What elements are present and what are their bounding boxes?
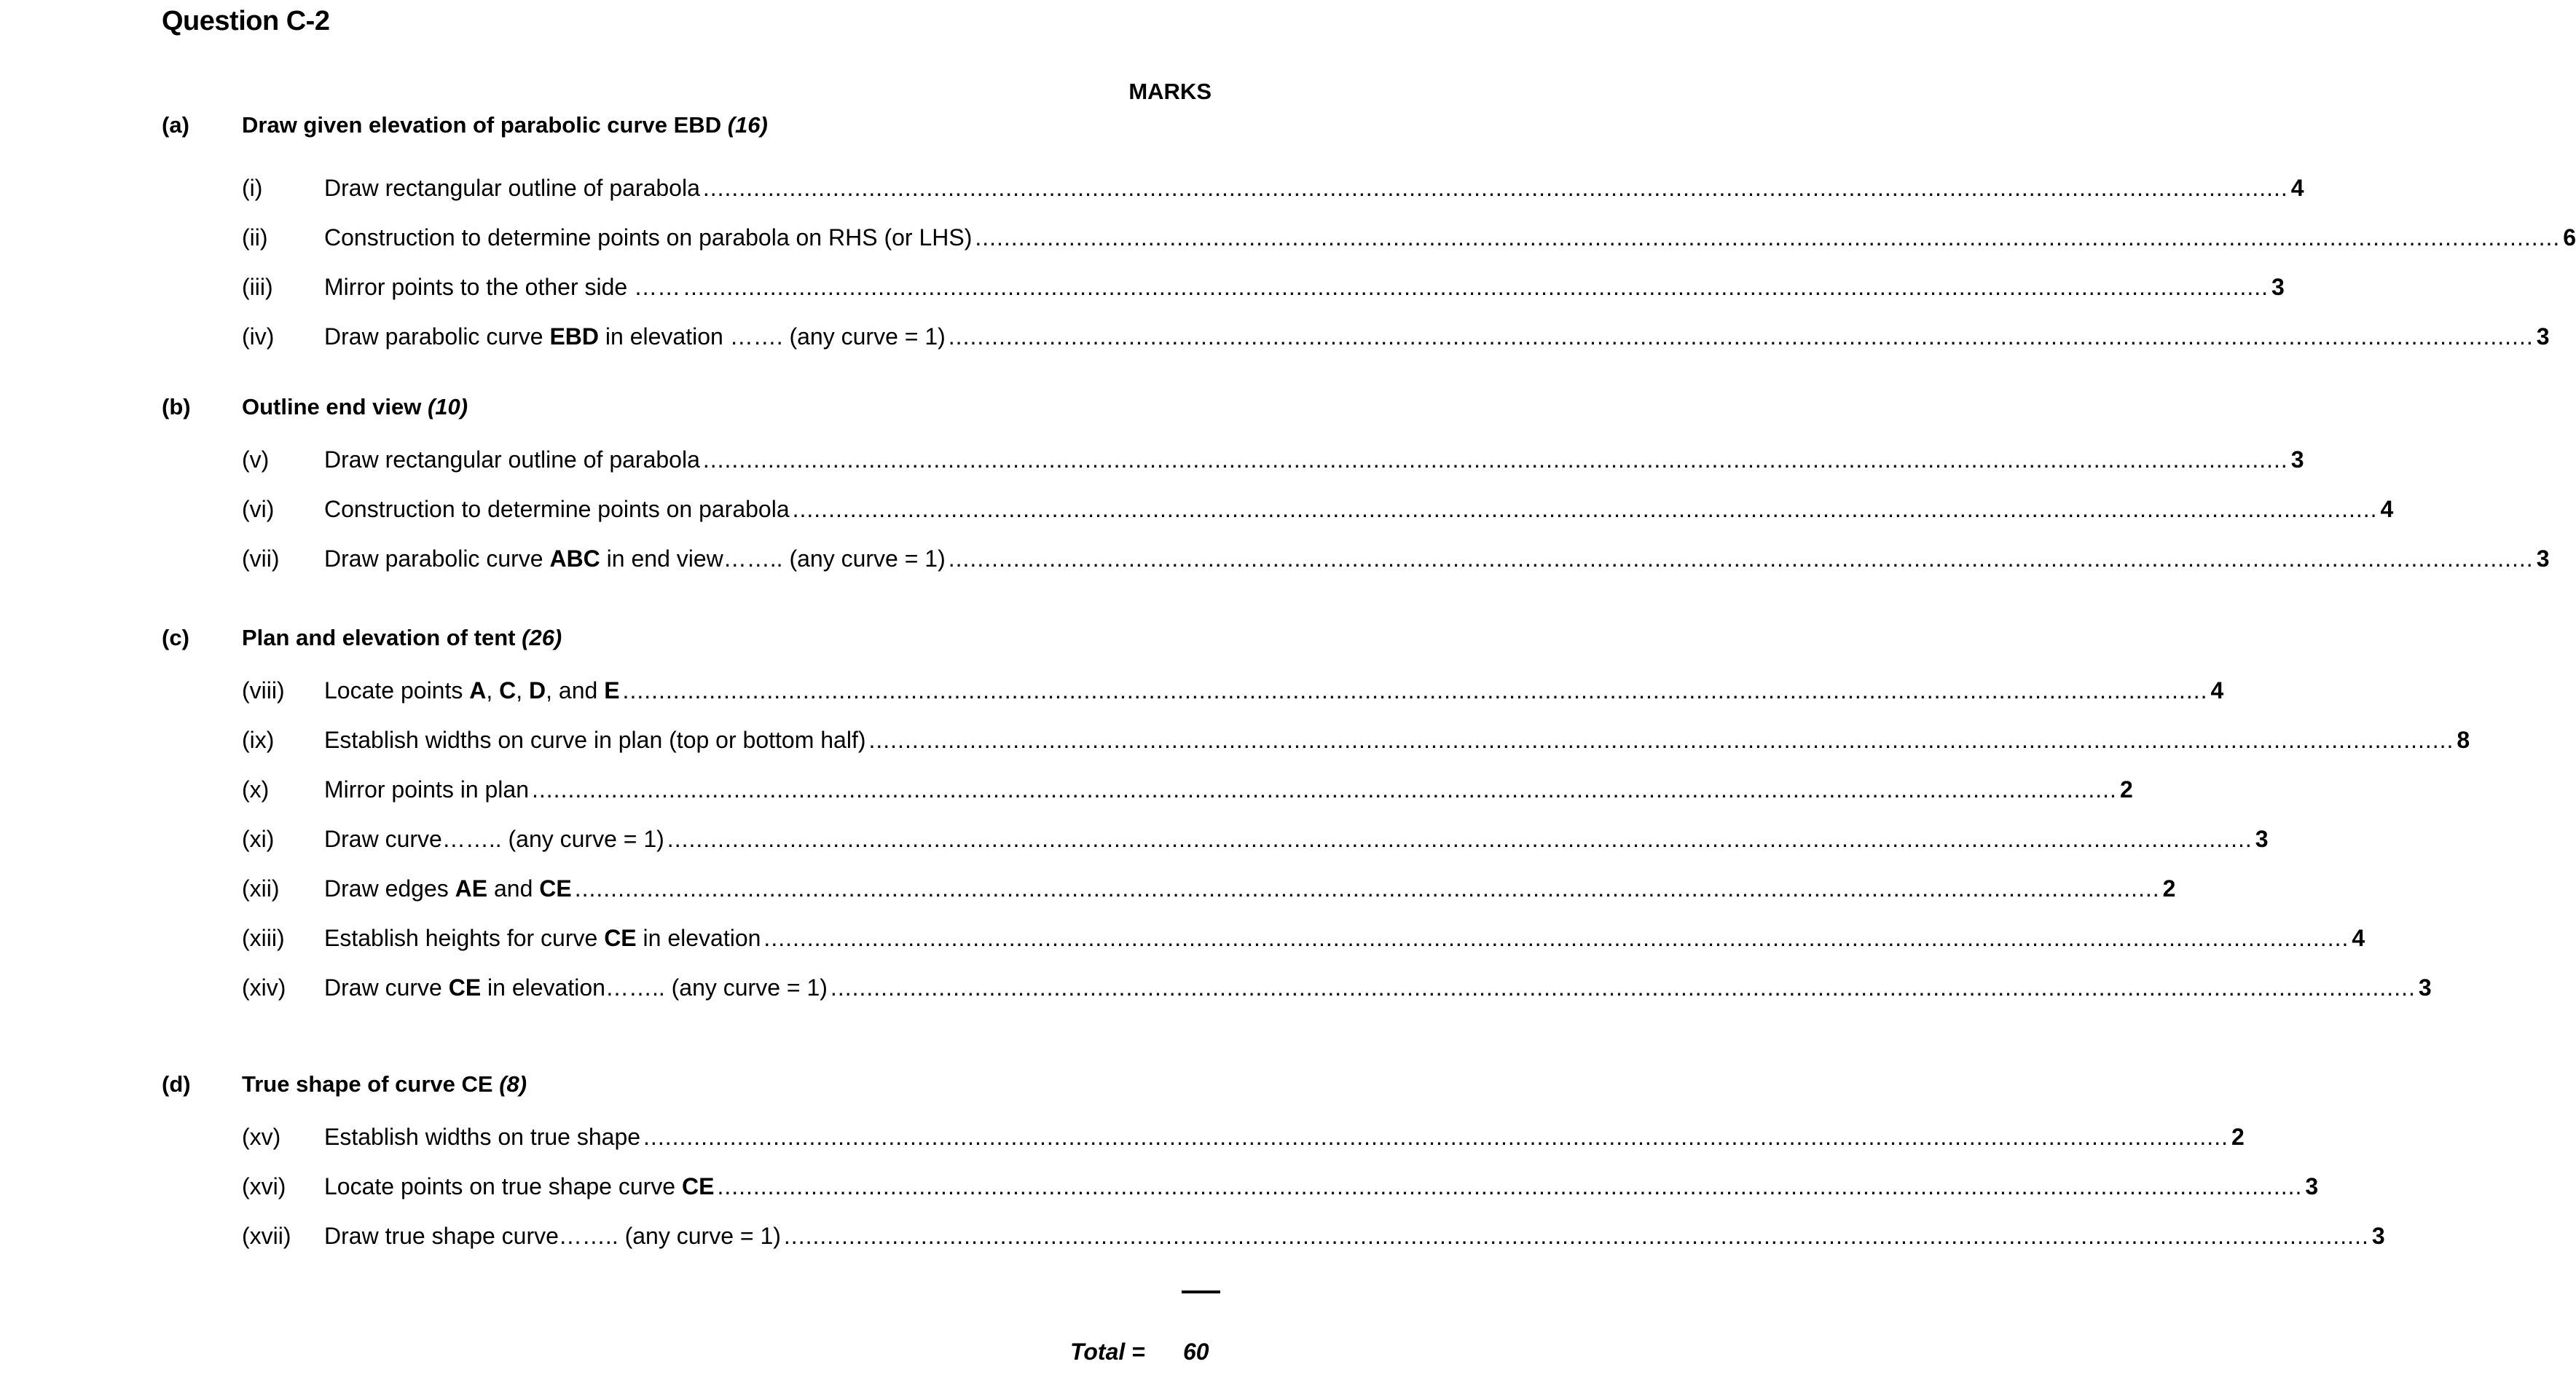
criterion-text: Establish heights for curve (324, 925, 605, 951)
criterion-number: (viii) (242, 677, 285, 704)
criterion-description (324, 271, 680, 303)
marks-column-header: MARKS (1128, 79, 1212, 104)
dot-leader: ............................................................................................................................................................................................................................ (975, 224, 2561, 251)
criterion-line (324, 493, 2394, 525)
criterion-description (324, 221, 972, 253)
criterion-mark: 3 (2418, 974, 2432, 1001)
criterion-text: Mirror points in plan (324, 776, 529, 803)
section-letter: (b) (162, 394, 191, 419)
criterion-mark: 6 (2563, 224, 2576, 251)
criterion-row (242, 972, 2432, 1004)
criterion-number: (vi) (242, 496, 275, 522)
criterion-text: Locate points on true shape curve (324, 1173, 682, 1199)
criterion-number: (iv) (242, 323, 275, 350)
criterion-line (324, 1121, 2245, 1153)
section-title: Outline end view (242, 394, 422, 419)
criterion-text: and (487, 875, 540, 902)
criterion-line (324, 543, 2550, 575)
criterion-description (324, 320, 946, 352)
section-a-heading (162, 112, 768, 138)
criterion-row (242, 674, 2224, 706)
criterion-number: (x) (242, 776, 270, 803)
criterion-text: , (486, 677, 500, 704)
criterion-mark: 4 (2380, 496, 2394, 522)
criterion-mark: 2 (2119, 776, 2133, 803)
criterion-line (324, 271, 2285, 303)
criterion-number: (xi) (242, 826, 275, 852)
criterion-row (242, 1170, 2319, 1202)
criterion-text: Draw rectangular outline of parabola (324, 175, 700, 201)
criterion-line (324, 320, 2550, 352)
section-points: (16) (727, 112, 768, 138)
criterion-number: (v) (242, 446, 270, 473)
criterion-text: Establish widths on curve in plan (top or bottom half) (324, 727, 866, 753)
criterion-mark: 3 (2536, 323, 2550, 350)
criterion-label-bold: CE (539, 875, 572, 902)
criterion-label-bold: E (604, 677, 620, 704)
criterion-description (324, 972, 828, 1004)
criterion-line (324, 724, 2470, 756)
dot-leader: ............................................................................................................................................................................................................................ (667, 826, 2253, 852)
criterion-row (242, 922, 2365, 954)
criterion-mark: 2 (2231, 1124, 2245, 1150)
criterion-text: Mirror points to the other side …… (324, 274, 681, 300)
section-title: Draw given elevation of parabolic curve EBD (242, 112, 722, 138)
criterion-number: (xiii) (242, 925, 285, 951)
section-letter: (c) (162, 625, 189, 650)
criterion-line (324, 972, 2432, 1004)
criterion-text: in end view…….. (any curve = 1) (600, 545, 946, 572)
criterion-number: (xvii) (242, 1223, 291, 1249)
criterion-line (324, 1170, 2319, 1202)
criterion-number: (xiv) (242, 974, 286, 1001)
criterion-line (324, 872, 2176, 905)
criterion-description (324, 172, 700, 204)
criterion-row (242, 493, 2394, 525)
criterion-description (324, 823, 664, 855)
criterion-label-bold: CE (604, 925, 637, 951)
criterion-label-bold: CE (681, 1173, 715, 1199)
criterion-mark: 3 (2305, 1173, 2319, 1199)
criterion-mark: 3 (2255, 826, 2269, 852)
criterion-row (242, 221, 2576, 253)
criterion-row (242, 773, 2133, 805)
criterion-text: Draw rectangular outline of parabola (324, 446, 700, 473)
dot-leader: ............................................................................................................................................................................................................................ (643, 1124, 2229, 1150)
criterion-text: Construction to determine points on parabola on RHS (or LHS) (324, 224, 973, 251)
criterion-mark: 4 (2352, 925, 2365, 951)
dot-leader: ............................................................................................................................................................................................................................ (792, 496, 2378, 522)
criterion-label-bold: D (529, 677, 546, 704)
criterion-number: (ix) (242, 727, 275, 753)
dot-leader: ............................................................................................................................................................................................................................ (783, 1223, 2369, 1249)
criterion-text: Draw parabolic curve (324, 323, 550, 350)
criterion-row (242, 444, 2304, 476)
criterion-mark: 8 (2457, 727, 2470, 753)
criterion-text: in elevation…….. (any curve = 1) (481, 974, 828, 1001)
question-title: Question C-2 (162, 6, 330, 36)
criterion-row (242, 543, 2550, 575)
dot-leader: ............................................................................................................................................................................................................................ (532, 776, 2117, 803)
dot-leader: ............................................................................................................................................................................................................................ (683, 274, 2269, 300)
criterion-description (324, 444, 700, 476)
criterion-description (324, 1121, 640, 1153)
criterion-text: Locate points (324, 677, 470, 704)
criterion-text: , and (546, 677, 605, 704)
criterion-mark: 3 (2271, 274, 2285, 300)
total-label: Total = (1070, 1339, 1145, 1365)
criterion-text: Draw edges (324, 875, 455, 902)
dot-leader: ............................................................................................................................................................................................................................ (702, 175, 2288, 201)
section-points: (10) (427, 394, 468, 419)
criterion-row (242, 872, 2176, 905)
section-b-heading (162, 394, 468, 420)
criterion-label-bold: A (469, 677, 487, 704)
criterion-row (242, 1121, 2245, 1153)
criterion-description (324, 1170, 714, 1202)
criterion-text: Construction to determine points on parabola (324, 496, 790, 522)
criterion-number: (xvi) (242, 1173, 286, 1199)
criterion-description (324, 1220, 781, 1252)
criterion-line (324, 1220, 2385, 1252)
criterion-text: in elevation (636, 925, 761, 951)
criterion-row (242, 1220, 2385, 1252)
dot-leader: ............................................................................................................................................................................................................................ (622, 677, 2208, 704)
criterion-row (242, 271, 2285, 303)
total-value: 60 (1183, 1339, 1209, 1365)
criterion-description (324, 922, 761, 954)
criterion-mark: 3 (2536, 545, 2550, 572)
criterion-label-bold: EBD (549, 323, 600, 350)
section-points: (26) (522, 625, 562, 650)
section-letter: (d) (162, 1071, 191, 1097)
section-title: True shape of curve CE (242, 1071, 493, 1097)
criterion-number: (xii) (242, 875, 280, 902)
criterion-description (324, 543, 946, 575)
criterion-label-bold: AE (455, 875, 488, 902)
criterion-line (324, 444, 2304, 476)
section-points: (8) (499, 1071, 527, 1097)
criterion-mark: 3 (2290, 446, 2304, 473)
dot-leader: ............................................................................................................................................................................................................................ (830, 974, 2416, 1001)
criterion-description (324, 724, 865, 756)
criterion-row (242, 724, 2470, 756)
section-letter: (a) (162, 112, 189, 138)
criterion-text: Draw true shape curve…….. (any curve = 1) (324, 1223, 781, 1249)
criterion-mark: 4 (2290, 175, 2304, 201)
criterion-label-bold: ABC (549, 545, 600, 572)
criterion-mark: 4 (2210, 677, 2224, 704)
dot-leader: ............................................................................................................................................................................................................................ (868, 727, 2454, 753)
section-c-heading (162, 625, 562, 651)
total-rule-divider (1182, 1290, 1220, 1293)
criterion-label-bold: C (499, 677, 517, 704)
section-d-heading (162, 1071, 527, 1097)
dot-leader: ............................................................................................................................................................................................................................ (948, 545, 2534, 572)
criterion-text: , (516, 677, 530, 704)
criterion-line (324, 674, 2224, 706)
criterion-description (324, 872, 572, 905)
criterion-row (242, 320, 2550, 352)
criterion-mark: 3 (2371, 1223, 2385, 1249)
dot-leader: ............................................................................................................................................................................................................................ (717, 1173, 2303, 1199)
criterion-number: (xv) (242, 1124, 281, 1150)
criterion-line (324, 773, 2133, 805)
criterion-description (324, 493, 790, 525)
criterion-mark: 2 (2162, 875, 2176, 902)
criterion-line (324, 823, 2269, 855)
criterion-text: Draw parabolic curve (324, 545, 550, 572)
dot-leader: ............................................................................................................................................................................................................................ (763, 925, 2349, 951)
criterion-label-bold: CE (448, 974, 482, 1001)
criterion-number: (vii) (242, 545, 280, 572)
dot-leader: ............................................................................................................................................................................................................................ (948, 323, 2534, 350)
dot-leader: ............................................................................................................................................................................................................................ (574, 875, 2160, 902)
criterion-row (242, 823, 2269, 855)
section-title: Plan and elevation of tent (242, 625, 516, 650)
criterion-line (324, 922, 2365, 954)
criterion-line (324, 172, 2304, 204)
criterion-row (242, 172, 2304, 204)
criterion-number: (iii) (242, 274, 273, 300)
criterion-text: Establish widths on true shape (324, 1124, 641, 1150)
criterion-line (324, 221, 2576, 253)
criterion-description (324, 674, 620, 706)
dot-leader: ............................................................................................................................................................................................................................ (702, 446, 2288, 473)
criterion-text: Draw curve…….. (any curve = 1) (324, 826, 664, 852)
criterion-text: Draw curve (324, 974, 449, 1001)
criterion-text: in elevation ……. (any curve = 1) (599, 323, 946, 350)
criterion-number: (i) (242, 175, 263, 201)
criterion-number: (ii) (242, 224, 268, 251)
criterion-description (324, 773, 529, 805)
